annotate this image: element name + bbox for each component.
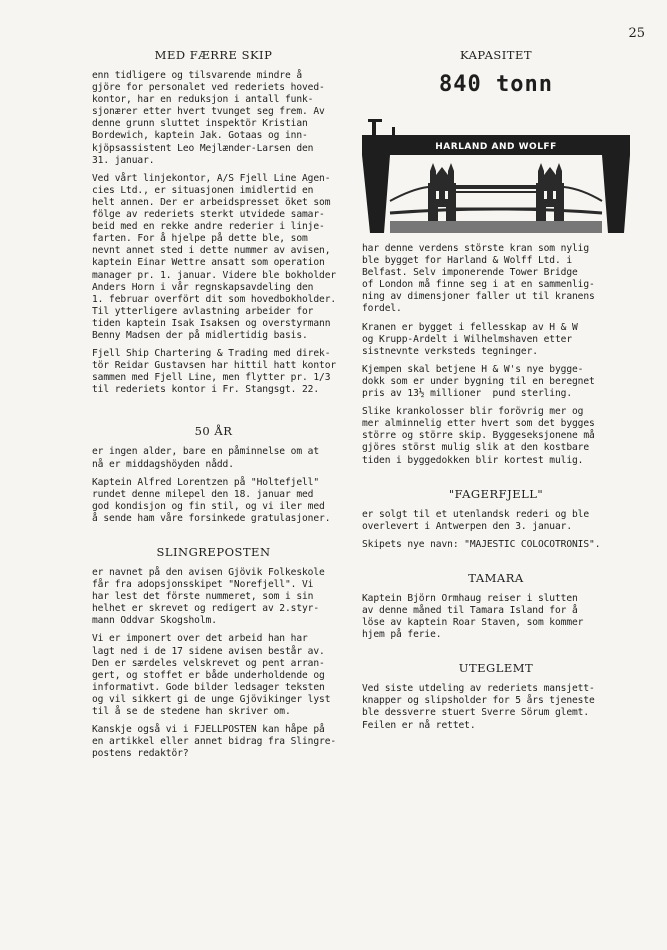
paragraph: Kaptein Björn Ormhaug reiser i slutten av denne måned til Tamara Island for å löse av kaptein Roar Staven, som kommer hjem på ferie. — [362, 592, 584, 641]
crane-label-text: HARLAND AND WOLFF — [435, 142, 557, 152]
heading-slingreposten: SLINGREPOSTEN — [156, 545, 271, 559]
paragraph: Ved vårt linjekontor, A/S Fjell Line Agen- cies Ltd., er situasjonen imidlertid en helt annen. Der er arbeidspresset öket som fölge av rederiets sterkt utvidede samar- beid med en rekke andre rederier i linje- farten. For å hjelpe på dette ble, som nevnt annet sted i dette nummer av avisen, kaptein Einar Wettre ansatt som operation manager pr. 1. januar. Videre ble bokholder Anders Horn i vår regnskapsavdeling den 1. februar overfört dit som hovedbokholder. Til ytterligere avlastning arbeider for tiden kaptein Isak Isaksen og overstyrmann Benny Madsen der på midlertidig basis. — [92, 172, 337, 341]
heading-tamara: TAMARA — [468, 570, 524, 585]
paragraph: er navnet på den avisen Gjövik Folkeskole får fra adopsjonsskipet "Norefjell". Vi har lest det förste nummeret, som i sin helhet er skrevet og redigert av 2.styr- mann Oddvar Skogsholm. — [92, 567, 325, 627]
heading-kapasitet: KAPASITET — [459, 48, 533, 62]
paragraph: Kjempen skal betjene H & W's nye bygge- dokk som er under bygning til en beregnet pris av 13½ millioner pund sterling. — [362, 363, 595, 400]
paragraph: Kanskje også vi i FJELLPOSTEN kan håpe på en artikkel eller annet bidrag fra Slingre- postens redaktör? — [92, 724, 337, 760]
paragraph: er ingen alder, bare en påminnelse om at nå er middagshöyden nådd. — [92, 446, 320, 470]
paragraph: Vi er imponert over det arbeid han har lagt ned i de 17 sidene avisen består av. Den er særdeles velskrevet og pent arran- gert, og stoffet er både underholdende og informativt. Gode bilder ledsager teksten og vil sikkert gi de unge Gjövikinger lyst til å se de stedene han skriver om. — [92, 633, 331, 718]
left-column — [92, 48, 335, 766]
page-number: 25 — [628, 26, 645, 41]
heading-50-ar: 50 ÅR — [194, 424, 233, 439]
heading-fagerfjell: "FAGERFJELL" — [448, 486, 544, 501]
paragraph: Kaptein Alfred Lorentzen på "Holtefjell" rundet denne milepel den 18. januar med god kondisjon og fin stil, og vi iler med å sende ham våre forsinkede gratulasjoner. — [92, 476, 331, 524]
right-column — [362, 48, 630, 738]
paragraph: er solgt til et utenlandsk rederi og ble overlevert i Antwerpen den 3. januar. — [362, 508, 590, 532]
paragraph: Kranen er bygget i fellesskap av H & W og Krupp-Ardelt i Wilhelmshaven etter sistnevnte verksteds tegninger. — [362, 321, 578, 357]
paragraph: Skipets nye navn: "MAJESTIC COLOCOTRONIS". — [362, 538, 601, 550]
paragraph: Slike krankolosser blir forövrig mer og mer alminnelig etter hvert som det bygges större og större skip. Byggeseksjonene må gjöres störst mulig slik at den kostbare tiden i byggedokken blir kortest mulig. — [362, 406, 595, 466]
crane-and-tower-bridge-illustration — [362, 105, 630, 235]
paragraph: har denne verdens störste kran som nylig ble bygget for Harland & Wolff Ltd. i Belfast. Selv imponerende Tower Bridge of London må finne seg i at en sammenlig- ning av dimensjoner faller ut til kranens fordel. — [362, 243, 595, 315]
heading-uteglemt: UTEGLEMT — [458, 661, 534, 676]
paragraph: Ved siste utdeling av rederiets mansjett- knapper og slipsholder for 5 års tjeneste ble dessverre stuert Sverre Sörum glemt. Feilen er nå rettet. — [362, 683, 595, 731]
paragraph: Fjell Ship Chartering & Trading med direk- tör Reidar Gustavsen har hittil hatt kontor sammen med Fjell Line, men flytter pr. 1/3 til rederiets kontor i Fr. Stangsgt. 22. — [92, 348, 337, 396]
paragraph: enn tidligere og tilsvarende mindre å gjöre for personalet ved rederiets hoved- kontor, har en reduksjon i antall funk- sjonærer etter hvert tvunget seg frem. Av denne grunn sluttet inspektör Kristian Bordewich, kaptein Jak. Gotaas og inn- kjöpsassistent Leo Mejlænder-Larsen den 31. januar. — [92, 70, 325, 166]
heading-med-faerre-skip: MED FÆRRE SKIP — [154, 48, 273, 62]
capacity-headline: 840 tonn — [439, 72, 553, 97]
